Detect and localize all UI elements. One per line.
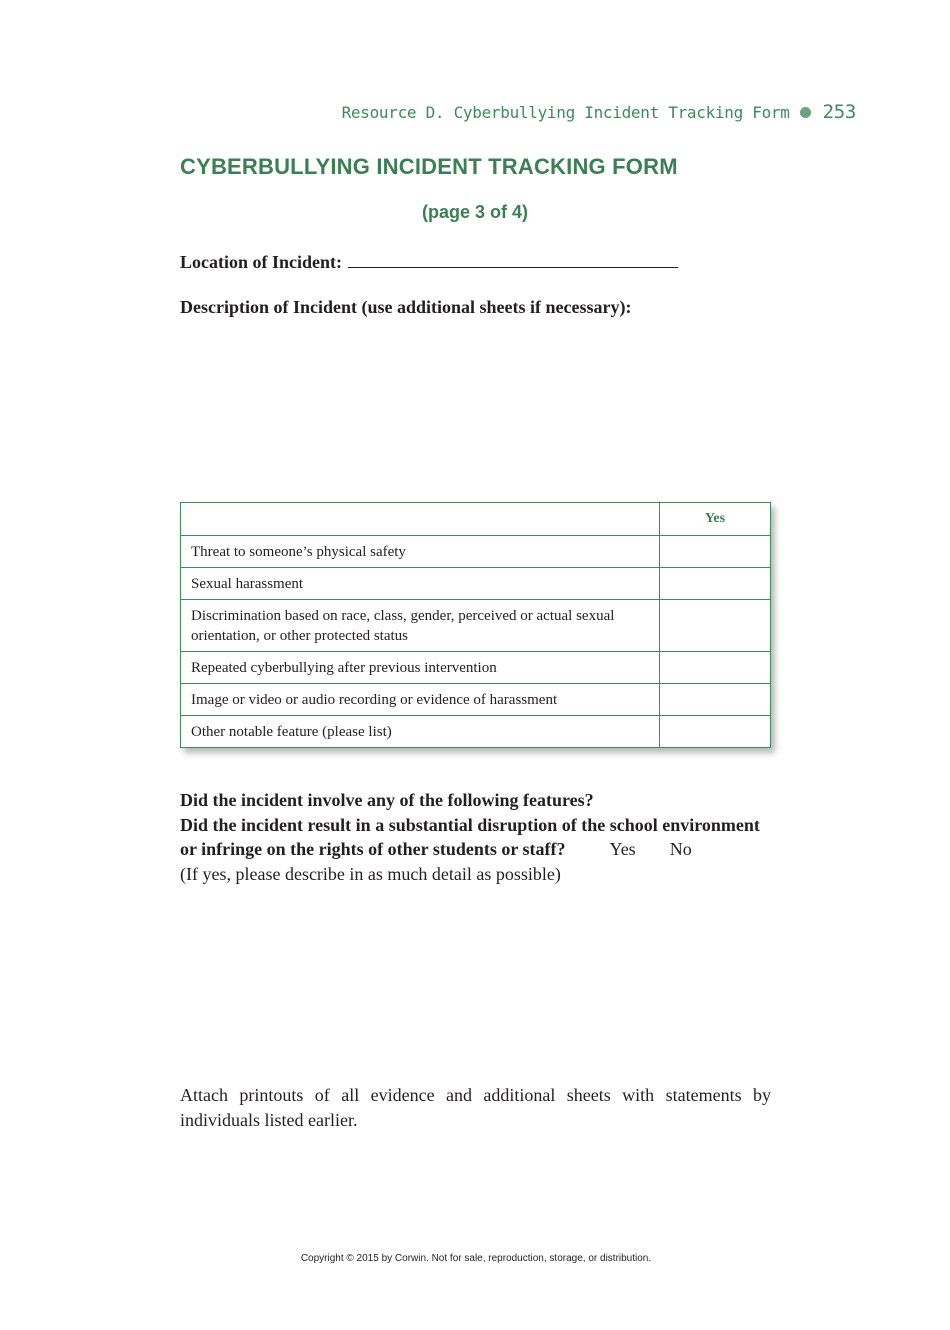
running-title: Resource D. Cyberbullying Incident Tracking Form — [341, 102, 790, 122]
location-label: Location of Incident: — [180, 252, 342, 272]
copyright-notice: Copyright © 2015 by Corwin. Not for sale, reproduction, storage, or distribution. — [300, 1253, 652, 1264]
option-yes[interactable]: Yes — [609, 839, 636, 859]
bullet-dot-icon — [800, 107, 811, 118]
feature-label: Image or video or audio recording or evidence of harassment — [181, 684, 660, 716]
option-no[interactable]: No — [669, 839, 692, 859]
table-row — [181, 716, 771, 748]
table-header-row — [181, 503, 771, 536]
table-row — [181, 600, 771, 652]
feature-yes-cell[interactable] — [660, 568, 771, 600]
questions-block — [180, 788, 780, 886]
page-indicator: (page 3 of 4) — [421, 202, 528, 222]
feature-yes-cell[interactable] — [660, 600, 771, 652]
feature-label: Threat to someone’s physical safety — [181, 536, 660, 568]
features-question: Did the incident involve any of the following features? — [180, 790, 594, 810]
feature-yes-cell[interactable] — [660, 536, 771, 568]
form-title: CYBERBULLYING INCIDENT TRACKING FORM — [180, 154, 678, 179]
description-label: Description of Incident (use additional sheets if necessary): — [180, 297, 632, 317]
table-header-blank — [181, 503, 660, 536]
features-table — [180, 502, 771, 748]
disruption-question-text: or infringe on the rights of other students or staff? — [180, 839, 566, 859]
feature-yes-cell[interactable] — [660, 716, 771, 748]
feature-yes-cell[interactable] — [660, 684, 771, 716]
location-field — [180, 251, 678, 273]
table-row — [181, 568, 771, 600]
describe-note: (If yes, please describe in as much detail as possible) — [180, 863, 561, 884]
feature-label: Other notable feature (please list) — [181, 716, 660, 748]
feature-yes-cell[interactable] — [660, 652, 771, 684]
table-row — [181, 652, 771, 684]
feature-label: Discrimination based on race, class, gender, perceived or actual sexual orientation, or other protected status — [181, 600, 660, 652]
feature-label: Sexual harassment — [181, 568, 660, 600]
location-blank-line[interactable] — [348, 251, 678, 268]
table-row — [181, 684, 771, 716]
attach-instructions: Attach printouts of all evidence and additional sheets with statements by individuals listed earlier. — [180, 1085, 771, 1130]
table-row — [181, 536, 771, 568]
disruption-question-line2 — [180, 837, 780, 862]
running-header — [342, 101, 856, 123]
page-number: 253 — [822, 101, 856, 123]
disruption-question-line1: Did the incident result in a substantial disruption of the school environment — [180, 814, 760, 835]
feature-label: Repeated cyberbullying after previous intervention — [181, 652, 660, 684]
yes-column-header: Yes — [660, 503, 771, 536]
